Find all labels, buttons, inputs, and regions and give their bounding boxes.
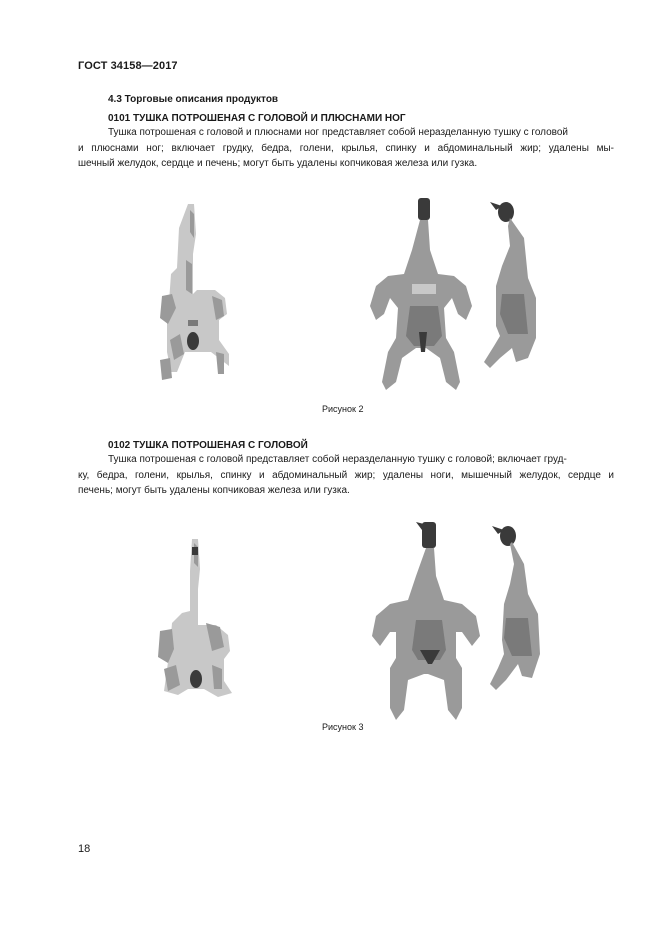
description-line: Тушка потрошеная с головой и плюснами ног представляет собой неразделанную тушку с головой (108, 127, 569, 138)
product-description-0101 (78, 125, 614, 172)
carcass-front-image-fig3 (150, 535, 240, 705)
description-line: ку, бедра, голени, крылья, спинку и абдоминальный жир; удалены ноги, мышечный желудок, сердце и (78, 469, 614, 481)
figure-caption-2: Рисунок 2 (322, 404, 364, 414)
description-line: шечный желудок, сердце и печень; могут быть удалены копчиковая железа или гузка. (78, 158, 478, 169)
product-heading-0101: 0101 ТУШКА ПОТРОШЕНАЯ С ГОЛОВОЙ И ПЛЮСНАМИ НОГ (108, 113, 406, 124)
carcass-back-image-fig2 (372, 196, 472, 392)
carcass-front-image-fig2 (150, 200, 240, 390)
document-header: ГОСТ 34158—2017 (78, 60, 178, 72)
product-heading-0102: 0102 ТУШКА ПОТРОШЕНАЯ С ГОЛОВОЙ (108, 440, 308, 451)
carcass-side-image-fig2 (476, 198, 546, 373)
product-description-0102 (78, 452, 614, 499)
description-line: печень; могут быть удалены копчиковая железа или гузка. (78, 485, 350, 496)
carcass-back-image-fig3 (380, 518, 480, 714)
section-title: 4.3 Торговые описания продуктов (108, 94, 279, 105)
description-line: и плюснами ног; включает грудку, бедра, голени, крылья, спинку и абдоминальный жир; удалены мы- (78, 142, 614, 154)
figure-caption-3: Рисунок 3 (322, 722, 364, 732)
carcass-side-image-fig3 (482, 520, 552, 695)
description-line: Тушка потрошеная с головой представляет собой неразделанную тушку с головой; включает груд- (108, 454, 567, 465)
page-number: 18 (78, 843, 91, 855)
